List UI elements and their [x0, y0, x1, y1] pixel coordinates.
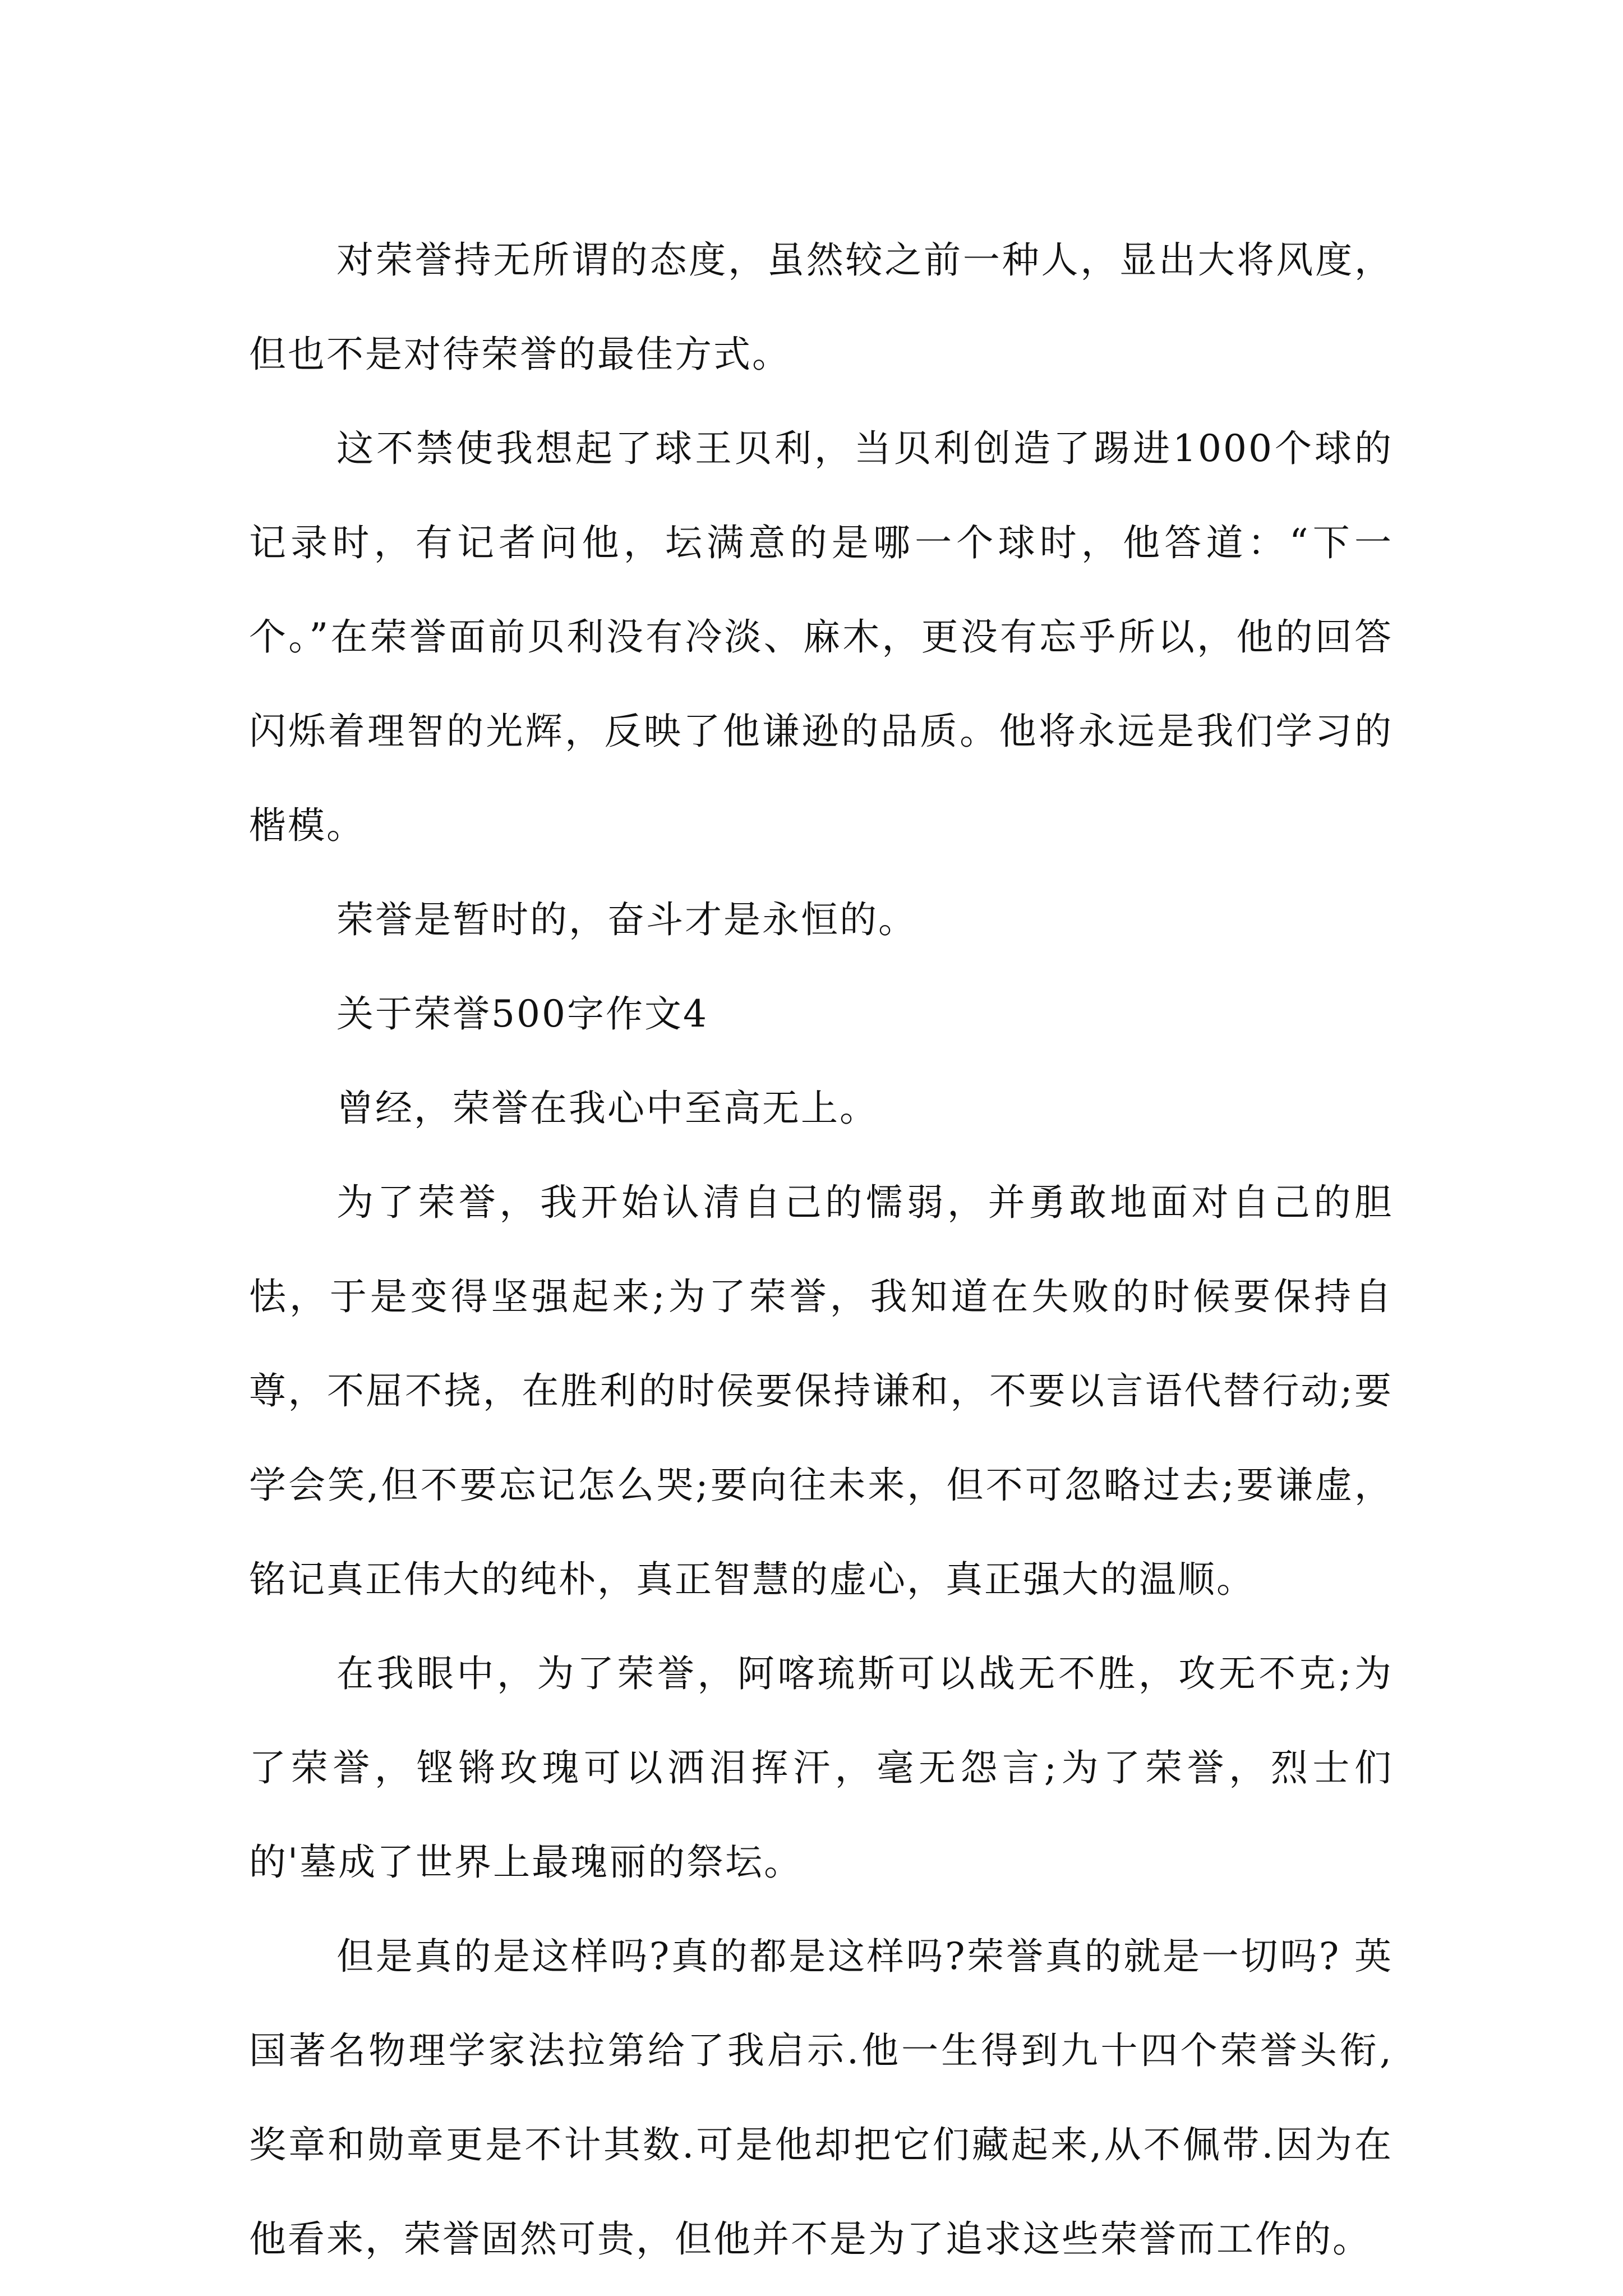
paragraph: 在我眼中，为了荣誉，阿喀琉斯可以战无不胜，攻无不克;为了荣誉，铿锵玫瑰可以洒泪挥汗，毫无怨言;为了荣誉，烈士们的'墓成了世界上最瑰丽的祭坛。 — [249, 1652, 1393, 1884]
paragraph: 荣誉是暂时的，奋斗才是永恒的。 — [336, 898, 917, 941]
document-body — [249, 213, 1393, 2286]
paragraph: 对荣誉持无所谓的态度，虽然较之前一种人，显出大将风度，但也不是对待荣誉的最佳方式。 — [249, 238, 1393, 376]
paragraph: 这不禁使我想起了球王贝利，当贝利创造了踢进1000个球的记录时，有记者问他，坛满意的是哪一个球时，他答道：“下一个。”在荣誉面前贝利没有冷淡、麻木，更没有忘乎所以，他的回答闪烁着理智的光辉，反映了他谦逊的品质。他将永远是我们学习的楷模。 — [249, 427, 1393, 847]
paragraph: 曾经，荣誉在我心中至高无上。 — [336, 1087, 878, 1130]
paragraph: 为了荣誉，我开始认清自己的懦弱，并勇敢地面对自己的胆怯，于是变得坚强起来;为了荣誉，我知道在失败的时候要保持自尊，不屈不挠，在胜利的时侯要保持谦和，不要以言语代替行动;要学会笑,但不要忘记怎么哭;要向往未来，但不可忽略过去;要谦虚，铭记真正伟大的纯朴，真正智慧的虚心，真正强大的温顺。 — [249, 1181, 1393, 1601]
section-heading: 关于荣誉500字作文4 — [336, 992, 708, 1036]
paragraph: 但是真的是这样吗?真的都是这样吗?荣誉真的就是一切吗? 英国著名物理学家法拉第给了我启示.他一生得到九十四个荣誉头衔,奖章和勋章更是不计其数.可是他却把它们藏起来,从不佩带.因为在他看来，荣誉固然可贵，但他并不是为了追求这些荣誉而工作的。 — [249, 1935, 1393, 2261]
